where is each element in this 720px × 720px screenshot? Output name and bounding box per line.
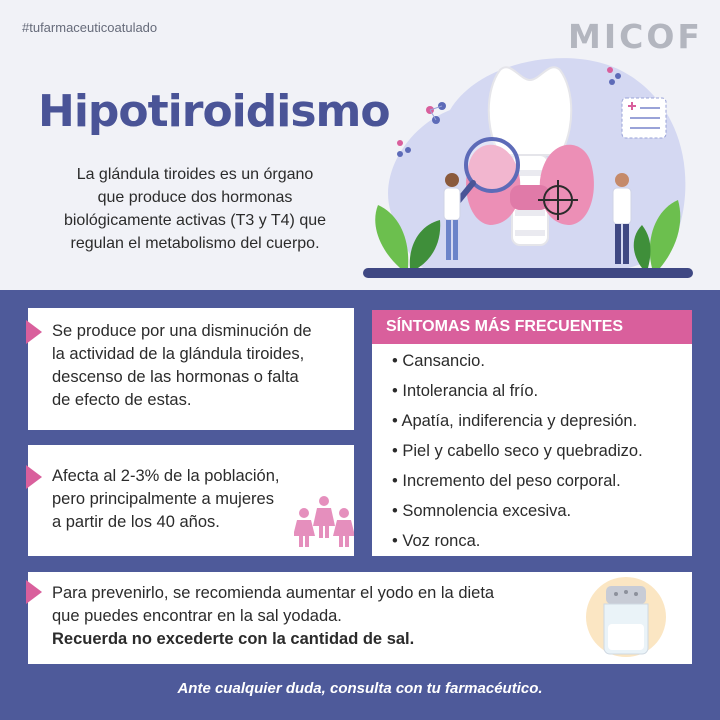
list-item: • Apatía, indiferencia y depresión.: [392, 412, 638, 430]
prevalence-card: Afecta al 2-3% de la población, pero principalmente a mujeres a partir de los 40 años.: [28, 445, 354, 556]
symptoms-list: [372, 344, 692, 556]
hashtag: #tufarmaceuticoatulado: [22, 20, 158, 35]
micof-logo: MICOF: [568, 17, 703, 56]
list-item: • Cansancio.: [392, 352, 485, 370]
list-item: • Somnolencia excesiva.: [392, 502, 572, 520]
clipboard-icon: [622, 98, 666, 138]
thyroid-illustration: [360, 40, 700, 290]
list-item: • Voz ronca.: [392, 532, 481, 550]
pink-arrow-icon: [26, 580, 42, 604]
list-item: • Incremento del peso corporal.: [392, 472, 621, 490]
pink-arrow-icon: [26, 465, 42, 489]
symptoms-title: SÍNTOMAS MÁS FRECUENTES: [372, 310, 692, 344]
prevention-card: Para prevenirlo, se recomienda aumentar el yodo en la dieta que puedes encontrar en la sal yodada. Recuerda no excederte con la cantidad de sal.: [28, 572, 692, 664]
women-icon: [294, 493, 354, 549]
cause-card: Se produce por una disminución de la actividad de la glándula tiroides, descenso de las hormonas o falta de efecto de estas.: [28, 308, 354, 430]
list-item: • Piel y cabello seco y quebradizo.: [392, 442, 643, 460]
pink-arrow-icon: [26, 320, 42, 344]
list-item: • Intolerancia al frío.: [392, 382, 539, 400]
salt-shaker-icon: [576, 572, 666, 662]
footer-text: Ante cualquier duda, consulta con tu farmacéutico.: [177, 680, 543, 697]
intro-text: La glándula tiroides es un órgano que produce dos hormonas biológicamente activas (T3 y T4) que regulan el metabolismo del cuerpo.: [63, 166, 327, 252]
page-title: Hipotiroidismo: [38, 86, 390, 137]
